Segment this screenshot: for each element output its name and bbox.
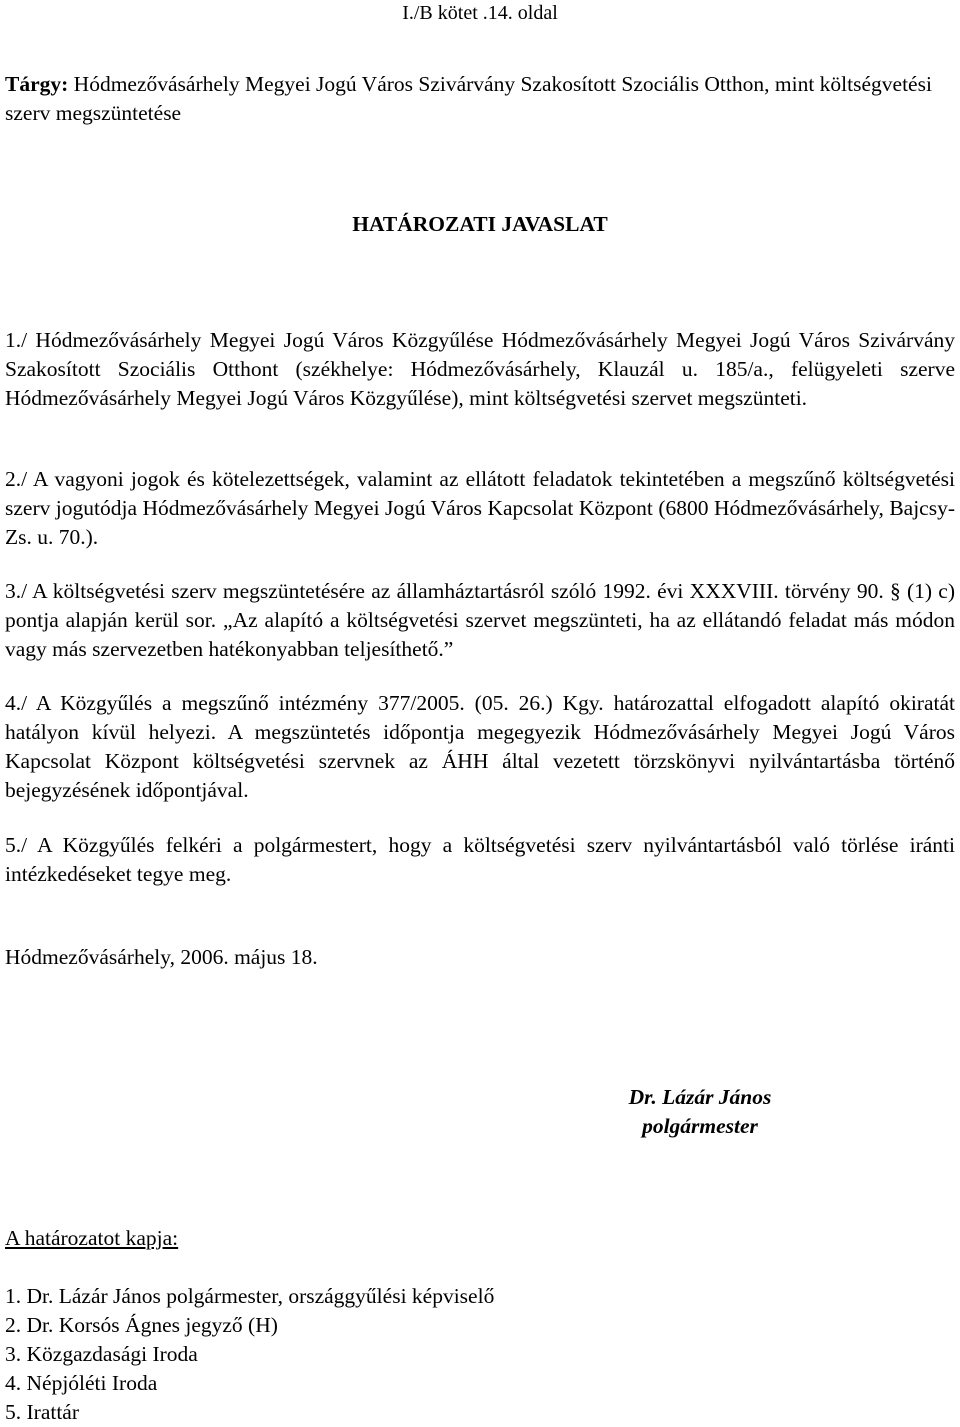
subject-line — [5, 70, 955, 128]
date-line: Hódmezővásárhely, 2006. május 18. — [5, 945, 318, 969]
page-header: I./B kötet .14. oldal — [402, 2, 558, 24]
resolution-point-2: 2./ A vagyoni jogok és kötelezettségek, valamint az ellátott feladatok tekintetében a megszűnő költségvetési szerv jogutódja Hódmezővásárhely Megyei Jogú Város Kapcsolat Központ (6800 Hódmezővásárhely, Bajcsy-Zs. u. 70.). — [5, 467, 955, 549]
signatory-name: Dr. Lázár János — [628, 1085, 772, 1109]
list-item: 3. Közgazdasági Iroda — [5, 1342, 198, 1366]
signatory-role: polgármester — [642, 1114, 758, 1138]
list-item: 4. Népjóléti Iroda — [5, 1371, 158, 1395]
subject-label: Tárgy: — [5, 72, 69, 96]
document-title: HATÁROZATI JAVASLAT — [352, 212, 608, 236]
signature-block — [520, 1083, 880, 1141]
resolution-point-3: 3./ A költségvetési szerv megszüntetésére az államháztartásról szóló 1992. évi XXXVIII. törvény 90. § (1) c) pontja alapján kerül sor. „Az alapító a költségvetési szervet megszünteti, ha az ellátandó feladat más módon vagy más szervezetben hatékonyabban teljesíthető.” — [5, 579, 955, 661]
resolution-point-4: 4./ A Közgyűlés a megszűnő intézmény 377/2005. (05. 26.) Kgy. határozattal elfogadott alapító okiratát hatályon kívül helyezi. A megszüntetés időpontja megegyezik Hódmezővásárhely Megyei Jogú Város Kapcsolat Központ költségvetési szervnek az ÁHH által vezetett törzskönyvi nyilvántartásba történő bejegyzésének időpontjával. — [5, 691, 955, 802]
list-item: 5. Irattár — [5, 1400, 80, 1424]
resolution-point-5: 5./ A Közgyűlés felkéri a polgármestert, hogy a költségvetési szerv nyilvántartásból való törlése iránti intézkedéseket tegye meg. — [5, 833, 955, 886]
recipients-heading: A határozatot kapja: — [5, 1226, 179, 1250]
list-item: 2. Dr. Korsós Ágnes jegyző (H) — [5, 1313, 278, 1337]
list-item: 1. Dr. Lázár János polgármester, országgyűlési képviselő — [5, 1284, 495, 1308]
subject-text: Hódmezővásárhely Megyei Jogú Város Szivárvány Szakosított Szociális Otthon, mint költségvetési szerv megszüntetése — [5, 72, 932, 125]
resolution-point-1: 1./ Hódmezővásárhely Megyei Jogú Város Közgyűlése Hódmezővásárhely Megyei Jogú Város Szivárvány Szakosított Szociális Otthont (székhelye: Hódmezővásárhely, Klauzál u. 185/a., felügyeleti szerve Hódmezővásárhely Megyei Jogú Város Közgyűlése), mint költségvetési szervet megszünteti. — [5, 328, 955, 410]
recipients-list — [5, 1282, 494, 1427]
